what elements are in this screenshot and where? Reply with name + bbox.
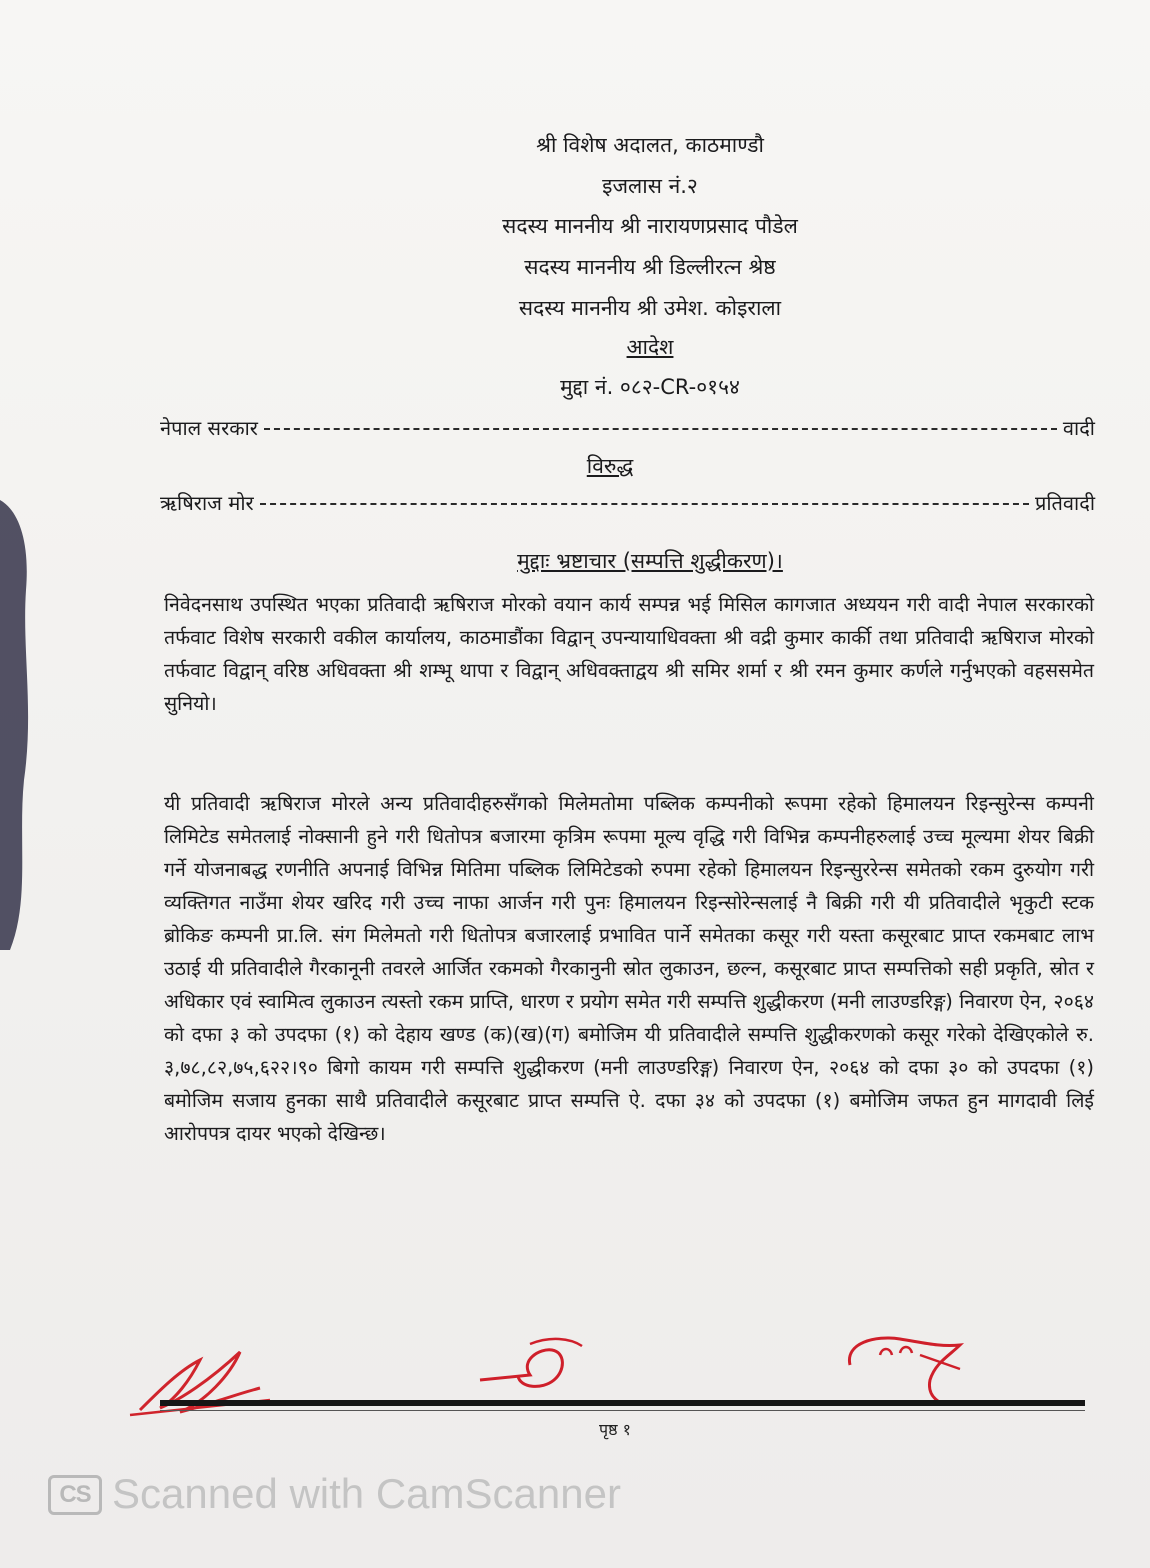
paragraph-2: यी प्रतिवादी ऋषिराज मोरले अन्य प्रतिवादीहरुसँगको मिलेमतोमा पब्लिक कम्पनीको रूपमा रहेको हिमालयन रिइन्सुरेन्स कम्पनी लिमिटेड समेतलाई नोक्सानी हुने गरी धितोपत्र बजारमा कृत्रिम रूपमा मूल्य वृद्धि गरी विभिन्न कम्पनीहरुलाई उच्च मूल्यमा शेयर बिक्री गर्ने योजनाबद्ध रणनीति अपनाई विभिन्न मितिमा पब्लिक लिमिटेडको रुपमा रहेको हिमालयन रिइन्सुररेन्स समेतको रकम दुरुयोग गरी व्यक्तिगत नाउँमा शेयर खरिद गरी उच्च नाफा आर्जन गरी पुनः हिमालयन रिइन्सोरेन्सलाई नै बिक्री गरी यी प्रतिवादीले भृकुटी स्टक ब्रोकिङ कम्पनी प्रा.लि. संग मिलेमतो गरी धितोपत्र बजारलाई प्रभावित पार्ने समेतका कसूर गरी यस्ता कसूरबाट प्राप्त रकमबाट लाभ उठाई यी प्रतिवादीले गैरकानूनी तवरले आर्जित रकमको गैरकानुनी स्रोत लुकाउन, छल्न, कसूरबाट प्राप्त सम्पत्तिको सही प्रकृति, स्रोत र अधिकार एवं स्वामित्व लुकाउन त्यस्तो रकम प्राप्ति, धारण र प्रयोग समेत गरी सम्पत्ति शुद्धीकरण (मनी लाउण्डरिङ्ग) निवारण ऐन, २०६४ को दफा ३ को उपदफा (१) को देहाय खण्ड (क)(ख)(ग) बमोजिम यी प्रतिवादीले सम्पत्ति शुद्धीकरणको कसूर गरेको देखिएकोले रु. ३,७८,८२,७५,६२२।९० बिगो कायम गरी सम्पत्ति शुद्धीकरण (मनी लाउण्डरिङ्ग) निवारण ऐन, २०६४ को दफा ३० को उपदफा (१) बमोजिम सजाय हुनका साथै प्रतिवादीले कसूरबाट प्राप्त सम्पत्ति ऐ. दफा ३४ को उपदफा (१) बमोजिम जफत हुन मागदावी लिई आरोपपत्र दायर भएको देखिन्छ। [164, 792, 1094, 1145]
signature-3 [820, 1325, 980, 1405]
defendant-role: प्रतिवादी [1034, 490, 1095, 515]
dash-leader [264, 428, 1057, 430]
versus-label: विरुद्ध [586, 454, 634, 478]
scanner-watermark: Scanned with CamScanner [112, 1470, 621, 1517]
bench-number: इजलास नं.२ [602, 174, 698, 198]
page-number: पृष्ठ १ [599, 1420, 631, 1439]
signature-1 [120, 1330, 280, 1420]
member-2: सदस्य माननीय श्री डिल्लीरत्न श्रेष्ठ [524, 255, 776, 279]
plaintiff-name: नेपाल सरकार [160, 415, 258, 440]
footer-rule [160, 1400, 1085, 1406]
footer-rule-thin [160, 1410, 1085, 1411]
member-3: सदस्य माननीय श्री उमेश. कोइराला [518, 296, 782, 320]
case-number: मुद्दा नं. ०८२-CR-०१५४ [560, 375, 740, 399]
dash-leader [260, 503, 1029, 505]
side-stain [0, 480, 40, 960]
plaintiff-row [160, 412, 1095, 442]
camscanner-logo: CS [48, 1475, 102, 1515]
defendant-row [160, 487, 1095, 517]
case-subject: मुद्दाः भ्रष्टाचार (सम्पत्ति शुद्धीकरण)। [517, 549, 783, 573]
order-title: आदेश [626, 335, 674, 359]
plaintiff-role: वादी [1062, 415, 1095, 440]
signature-2 [470, 1330, 600, 1400]
paragraph-1: निवेदनसाथ उपस्थित भएका प्रतिवादी ऋषिराज मोरको वयान कार्य सम्पन्न भई मिसिल कागजात अध्ययन गरी वादी नेपाल सरकारको तर्फवाट विशेष सरकारी वकील कार्यालय, काठमाडौंका विद्वान् उपन्यायाधिवक्ता श्री वद्री कुमार कार्की तथा प्रतिवादी ऋषिराज मोरको तर्फवाट विद्वान् वरिष्ठ अधिवक्ता श्री शम्भू थापा र विद्वान् अधिवक्ताद्वय श्री समिर शर्मा र श्री रमन कुमार कर्णले गर्नुभएको वहससमेत सुनियो। [164, 593, 1094, 715]
member-1: सदस्य माननीय श्री नारायणप्रसाद पौडेल [502, 214, 798, 238]
defendant-name: ऋषिराज मोर [160, 490, 254, 515]
court-name: श्री विशेष अदालत, काठमाण्डौ [536, 133, 764, 157]
